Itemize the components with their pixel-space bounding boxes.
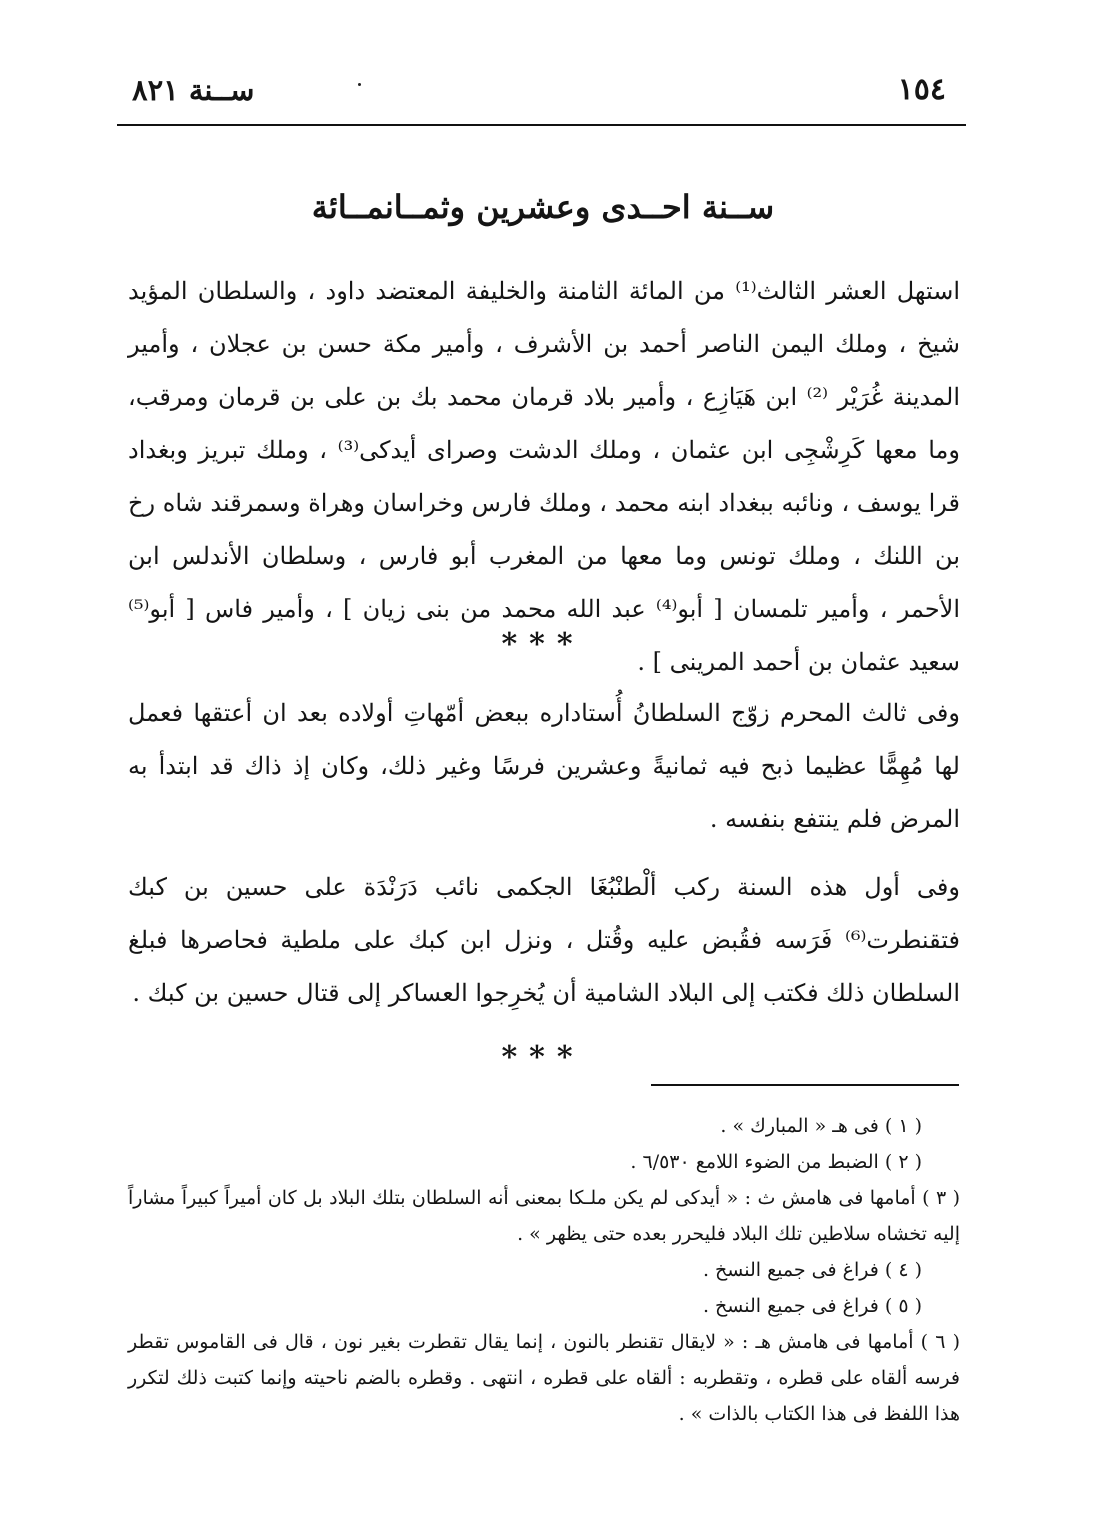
footnote-5: ( ٥ ) فراغ فى جميع النسخ . [702,1295,922,1317]
footnote-4: ( ٤ ) فراغ فى جميع النسخ . [702,1259,922,1281]
paragraph-rulers: استهل العشر الثالث⁽¹⁾ من المائة الثامنة والخليفة المعتضد داود ، والسلطان المؤيد شيخ ، وملك اليمن الناصر أحمد بن الأشرف ، وأمير مكة حسن بن عجلان ، وأمير المدينة غُرَيْر ⁽²⁾ ابن هَيَازِع ، وأمير بلاد قرمان محمد بك بن على بن قرمان ومرقب، وما معها كَرِشْجِى ابن عثمان ، وملك الدشت وصراى أيدكى⁽³⁾ ، وملك تبريز وبغداد قرا يوسف ، ونائبه ببغداد ابنه محمد ، وملك فارس وخراسان وهراة وسمرقند شاه رخ بن اللنك ، وملك تونس وما معها من المغرب أبو فارس ، وسلطان الأندلس ابن الأحمر ، وأمير تلمسان [ أبو⁽⁴⁾ عبد الله محمد من بنى زيان ] ، وأمير فاس [ أبو⁽⁵⁾ سعيد عثمان بن أحمد المرينى ] . [128,277,961,676]
paragraph-year-start: وفى أول هذه السنة ركب ألْطنْبُغَا الجكمى نائب دَرَنْدَة على حسين بن كبك فتقنطرت⁽⁶⁾ فَرَسه فقُبض عليه وقُتل ، ونزل ابن كبك على ملطية فحاصرها فبلغ السلطان ذلك فكتب إلى البلاد الشامية أن يُخرِجوا العساكر إلى قتال حسين بن كبك . [128,873,960,1007]
section-divider: *** [501,1040,585,1075]
page-header [120,66,966,116]
footnote-3: ( ٣ ) أمامها فى هامش ث : « أيدكى لم يكن ملـكا بمعنى أنه السلطان بتلك البلاد بل كان أميراً كبيراً مشاراً إليه تخشاه سلاطين تلك البلاد فليحرر بعده حتى يظهر » . [128,1187,960,1245]
paragraph-muharram: وفى ثالث المحرم زوّج السلطانُ أُستاداره ببعض أمّهاتِ أولاده بعد ان أعتقها فعمل لها مُهِمًّا عظيما ذبح فيه ثمانيةً وعشرين فرسًا وغير ذلك، وكان إذ ذاك قد ابتدأ به المرض فلم ينتفع بنفسه . [128,699,960,833]
running-title: ســنة ٨٢١ [132,73,255,107]
footnote-1: ( ١ ) فى هـ « المبارك » . [720,1115,922,1137]
header-dot [358,83,361,86]
page-number: ١٥٤ [897,72,946,107]
section-divider: *** [501,627,585,662]
section-title: ســنة احــدى وعشرين وثمــانمــائة [311,188,775,226]
footnotes [128,1108,960,1432]
footnote-6: ( ٦ ) أمامها فى هامش هـ : « لايقال تقنطر بالنون ، إنما يقال تقطرت بغير نون ، قال فى القاموس تقطر فرسه ألقاه على قطره ، وتقطربه : ألقاه على قطره ، انتهى . وقطره بالضم ناحيته وإنما كتبت ذلك لتكرر هذا اللفظ فى هذا الكتاب بالذات » . [128,1331,960,1425]
header-rule [117,124,966,126]
footnote-2: ( ٢ ) الضبط من الضوء اللامع ٦/٥٣٠ . [630,1151,922,1173]
footnote-rule [651,1084,959,1086]
